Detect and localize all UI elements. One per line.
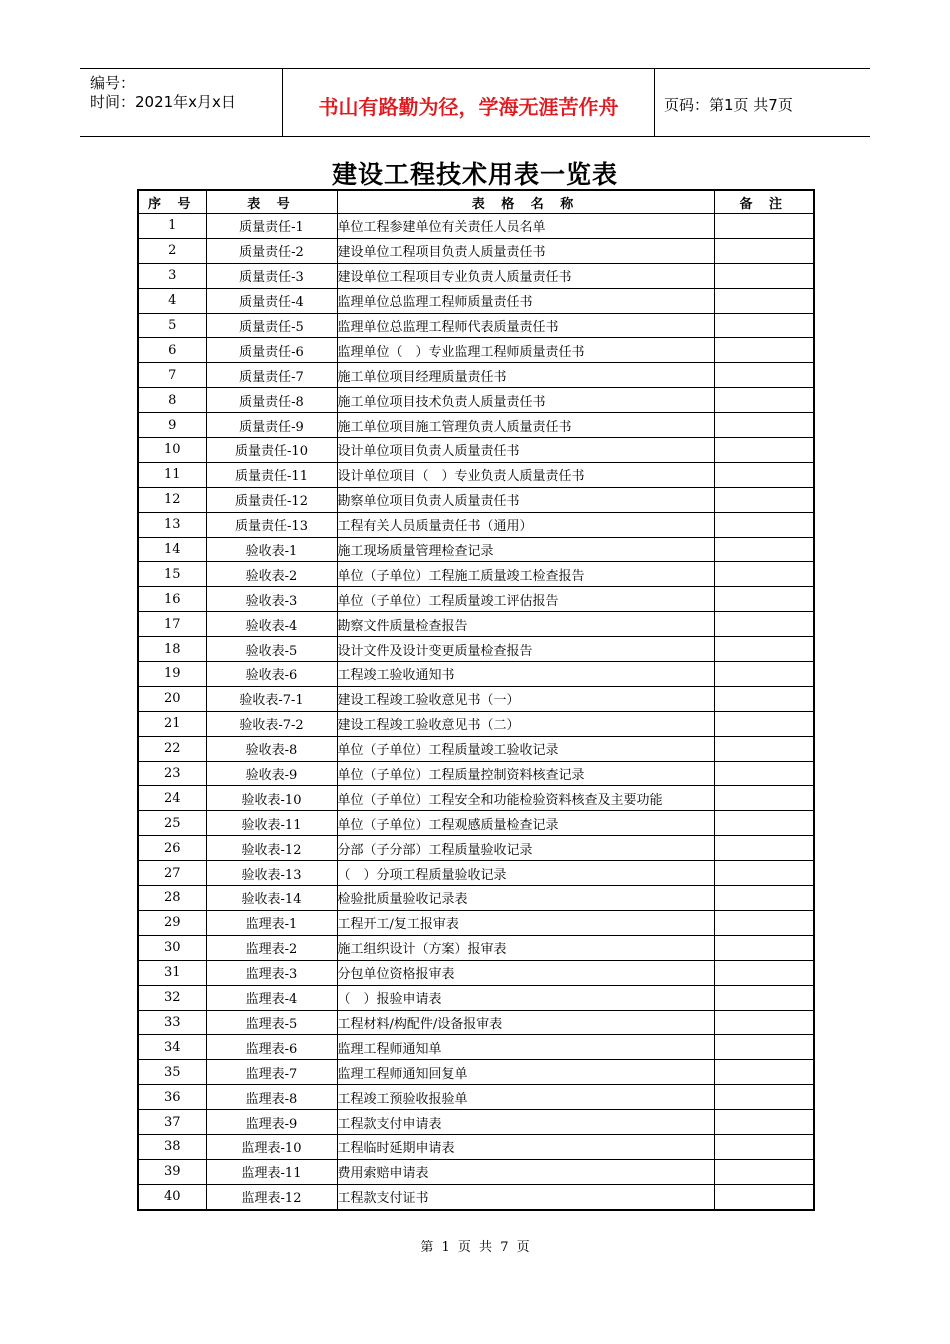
- table-row: [138, 811, 814, 836]
- row-form-code: 质量责任-5: [206, 313, 337, 338]
- row-note: [714, 1060, 814, 1085]
- row-number: 26: [138, 836, 206, 861]
- row-form-code: 验收表-12: [206, 836, 337, 861]
- row-form-name: 单位（子单位）工程质量竣工验收记录: [337, 736, 714, 761]
- table-row: [138, 214, 814, 239]
- row-note: [714, 686, 814, 711]
- table-row: [138, 1184, 814, 1209]
- row-note: [714, 537, 814, 562]
- row-note: [714, 960, 814, 985]
- row-form-name: 工程竣工验收通知书: [337, 662, 714, 687]
- row-number: 22: [138, 736, 206, 761]
- row-number: 5: [138, 313, 206, 338]
- row-form-name: 工程临时延期申请表: [337, 1134, 714, 1159]
- table-row: [138, 761, 814, 786]
- row-number: 29: [138, 910, 206, 935]
- row-number: 16: [138, 587, 206, 612]
- table-row: [138, 836, 814, 861]
- row-note: [714, 1085, 814, 1110]
- row-form-code: 监理表-8: [206, 1085, 337, 1110]
- row-note: [714, 338, 814, 363]
- row-number: 32: [138, 985, 206, 1010]
- table-row: [138, 363, 814, 388]
- row-form-name: 监理单位总监理工程师代表质量责任书: [337, 313, 714, 338]
- row-form-code: 监理表-10: [206, 1134, 337, 1159]
- column-header-name: 表 格 名 称: [337, 190, 714, 214]
- row-note: [714, 413, 814, 438]
- row-form-name: （ ）分项工程质量验收记录: [337, 861, 714, 886]
- row-note: [714, 1010, 814, 1035]
- row-form-code: 质量责任-4: [206, 288, 337, 313]
- row-form-code: 质量责任-11: [206, 462, 337, 487]
- row-number: 28: [138, 886, 206, 911]
- row-note: [714, 861, 814, 886]
- row-note: [714, 811, 814, 836]
- table-body: [138, 214, 814, 1210]
- row-form-name: 工程材料/构配件/设备报审表: [337, 1010, 714, 1035]
- row-number: 14: [138, 537, 206, 562]
- row-number: 40: [138, 1184, 206, 1209]
- table-row: [138, 736, 814, 761]
- document-code-label: 编号：: [90, 74, 136, 92]
- row-form-code: 验收表-11: [206, 811, 337, 836]
- table-row: [138, 562, 814, 587]
- row-number: 36: [138, 1085, 206, 1110]
- column-header-no: 序 号: [138, 190, 206, 214]
- row-form-name: 设计文件及设计变更质量检查报告: [337, 637, 714, 662]
- table-row: [138, 960, 814, 985]
- table-row: [138, 462, 814, 487]
- row-form-code: 质量责任-13: [206, 512, 337, 537]
- row-form-name: 建设工程竣工验收意见书（一）: [337, 686, 714, 711]
- row-form-name: 工程款支付申请表: [337, 1110, 714, 1135]
- row-number: 7: [138, 363, 206, 388]
- row-note: [714, 462, 814, 487]
- row-number: 34: [138, 1035, 206, 1060]
- table-row: [138, 711, 814, 736]
- row-form-code: 质量责任-7: [206, 363, 337, 388]
- table-row: [138, 910, 814, 935]
- table-row: [138, 1060, 814, 1085]
- row-number: 12: [138, 487, 206, 512]
- row-form-code: 验收表-5: [206, 637, 337, 662]
- table-row: [138, 1085, 814, 1110]
- header-motto-cell: [282, 69, 655, 136]
- row-number: 2: [138, 238, 206, 263]
- row-number: 25: [138, 811, 206, 836]
- row-note: [714, 238, 814, 263]
- row-number: 21: [138, 711, 206, 736]
- row-number: 8: [138, 388, 206, 413]
- row-form-code: 验收表-13: [206, 861, 337, 886]
- page-title: 建设工程技术用表一览表: [331, 160, 618, 189]
- row-form-name: 监理工程师通知单: [337, 1035, 714, 1060]
- row-number: 30: [138, 935, 206, 960]
- row-form-code: 验收表-7-1: [206, 686, 337, 711]
- row-number: 39: [138, 1159, 206, 1184]
- row-form-name: 建设单位工程项目负责人质量责任书: [337, 238, 714, 263]
- row-form-code: 质量责任-9: [206, 413, 337, 438]
- row-form-name: 施工组织设计（方案）报审表: [337, 935, 714, 960]
- header-motto: 书山有路勤为径，学海无涯苦作舟: [318, 95, 619, 119]
- table-header-row: [138, 190, 814, 214]
- row-number: 17: [138, 612, 206, 637]
- row-number: 33: [138, 1010, 206, 1035]
- row-form-name: 设计单位项目负责人质量责任书: [337, 438, 714, 463]
- column-header-code: 表 号: [206, 190, 337, 214]
- row-note: [714, 761, 814, 786]
- table-row: [138, 238, 814, 263]
- row-form-code: 验收表-2: [206, 562, 337, 587]
- forms-table: [137, 189, 815, 1211]
- table-row: [138, 861, 814, 886]
- row-number: 31: [138, 960, 206, 985]
- row-form-name: 单位（子单位）工程观感质量检查记录: [337, 811, 714, 836]
- row-form-code: 质量责任-10: [206, 438, 337, 463]
- row-note: [714, 612, 814, 637]
- row-form-code: 监理表-12: [206, 1184, 337, 1209]
- row-number: 10: [138, 438, 206, 463]
- row-form-code: 监理表-7: [206, 1060, 337, 1085]
- row-form-name: 单位工程参建单位有关责任人员名单: [337, 214, 714, 239]
- row-note: [714, 263, 814, 288]
- row-form-name: 勘察文件质量检查报告: [337, 612, 714, 637]
- row-form-code: 监理表-1: [206, 910, 337, 935]
- row-form-name: 施工单位项目施工管理负责人质量责任书: [337, 413, 714, 438]
- row-form-name: 工程有关人员质量责任书（通用）: [337, 512, 714, 537]
- row-note: [714, 438, 814, 463]
- table-row: [138, 686, 814, 711]
- row-note: [714, 637, 814, 662]
- row-note: [714, 288, 814, 313]
- row-form-name: 费用索赔申请表: [337, 1159, 714, 1184]
- table-row: [138, 487, 814, 512]
- row-number: 37: [138, 1110, 206, 1135]
- table-row: [138, 1035, 814, 1060]
- row-form-code: 验收表-14: [206, 886, 337, 911]
- row-note: [714, 836, 814, 861]
- row-number: 6: [138, 338, 206, 363]
- row-form-name: 监理单位总监理工程师质量责任书: [337, 288, 714, 313]
- row-form-code: 监理表-9: [206, 1110, 337, 1135]
- header-left-cell: [80, 69, 282, 136]
- row-note: [714, 363, 814, 388]
- row-number: 3: [138, 263, 206, 288]
- row-note: [714, 711, 814, 736]
- row-form-name: 分包单位资格报审表: [337, 960, 714, 985]
- row-number: 24: [138, 786, 206, 811]
- table-row: [138, 438, 814, 463]
- row-note: [714, 1035, 814, 1060]
- row-form-name: 监理工程师通知回复单: [337, 1060, 714, 1085]
- row-form-code: 监理表-6: [206, 1035, 337, 1060]
- row-number: 35: [138, 1060, 206, 1085]
- row-note: [714, 935, 814, 960]
- row-note: [714, 1184, 814, 1209]
- row-form-code: 验收表-1: [206, 537, 337, 562]
- row-form-name: 单位（子单位）工程质量竣工评估报告: [337, 587, 714, 612]
- row-form-name: 勘察单位项目负责人质量责任书: [337, 487, 714, 512]
- row-form-code: 质量责任-1: [206, 214, 337, 239]
- row-number: 11: [138, 462, 206, 487]
- row-form-name: 单位（子单位）工程安全和功能检验资料核查及主要功能: [337, 786, 714, 811]
- row-form-code: 验收表-10: [206, 786, 337, 811]
- table-row: [138, 388, 814, 413]
- row-form-name: （ ）报验申请表: [337, 985, 714, 1010]
- row-number: 27: [138, 861, 206, 886]
- row-form-code: 质量责任-6: [206, 338, 337, 363]
- row-number: 38: [138, 1134, 206, 1159]
- table-row: [138, 612, 814, 637]
- row-number: 9: [138, 413, 206, 438]
- row-note: [714, 512, 814, 537]
- row-note: [714, 313, 814, 338]
- row-note: [714, 388, 814, 413]
- row-number: 20: [138, 686, 206, 711]
- row-note: [714, 736, 814, 761]
- table-row: [138, 662, 814, 687]
- table-row: [138, 637, 814, 662]
- row-form-name: 设计单位项目（ ）专业负责人质量责任书: [337, 462, 714, 487]
- row-form-code: 监理表-5: [206, 1010, 337, 1035]
- row-form-name: 工程开工/复工报审表: [337, 910, 714, 935]
- row-number: 19: [138, 662, 206, 687]
- row-form-code: 验收表-6: [206, 662, 337, 687]
- row-number: 23: [138, 761, 206, 786]
- table-row: [138, 886, 814, 911]
- table-row: [138, 1010, 814, 1035]
- row-form-name: 施工现场质量管理检查记录: [337, 537, 714, 562]
- table-row: [138, 587, 814, 612]
- row-number: 18: [138, 637, 206, 662]
- header-page-cell: [654, 69, 870, 136]
- row-form-name: 单位（子单位）工程施工质量竣工检查报告: [337, 562, 714, 587]
- row-form-code: 验收表-8: [206, 736, 337, 761]
- table-row: [138, 512, 814, 537]
- row-number: 4: [138, 288, 206, 313]
- row-form-code: 验收表-4: [206, 612, 337, 637]
- row-form-code: 监理表-2: [206, 935, 337, 960]
- table-row: [138, 935, 814, 960]
- table-row: [138, 1134, 814, 1159]
- row-form-code: 验收表-9: [206, 761, 337, 786]
- table-row: [138, 313, 814, 338]
- row-form-name: 施工单位项目经理质量责任书: [337, 363, 714, 388]
- row-form-name: 监理单位（ ）专业监理工程师质量责任书: [337, 338, 714, 363]
- row-note: [714, 1110, 814, 1135]
- page-footer: 第 1 页 共 7 页: [420, 1240, 530, 1255]
- document-time-label: 时间：2021年x月x日: [90, 93, 236, 111]
- row-number: 13: [138, 512, 206, 537]
- row-form-name: 检验批质量验收记录表: [337, 886, 714, 911]
- table-row: [138, 413, 814, 438]
- row-form-code: 质量责任-2: [206, 238, 337, 263]
- row-note: [714, 786, 814, 811]
- document-header: [80, 68, 870, 137]
- row-note: [714, 985, 814, 1010]
- row-note: [714, 214, 814, 239]
- row-note: [714, 910, 814, 935]
- table-row: [138, 537, 814, 562]
- row-form-name: 施工单位项目技术负责人质量责任书: [337, 388, 714, 413]
- table-row: [138, 985, 814, 1010]
- row-form-name: 建设工程竣工验收意见书（二）: [337, 711, 714, 736]
- row-note: [714, 587, 814, 612]
- row-note: [714, 1134, 814, 1159]
- row-form-name: 建设单位工程项目专业负责人质量责任书: [337, 263, 714, 288]
- row-note: [714, 487, 814, 512]
- row-number: 1: [138, 214, 206, 239]
- table-row: [138, 338, 814, 363]
- row-note: [714, 886, 814, 911]
- table-row: [138, 1110, 814, 1135]
- row-form-name: 工程款支付证书: [337, 1184, 714, 1209]
- row-form-code: 监理表-3: [206, 960, 337, 985]
- row-form-code: 验收表-3: [206, 587, 337, 612]
- table-row: [138, 263, 814, 288]
- table-row: [138, 1159, 814, 1184]
- table-row: [138, 288, 814, 313]
- table-row: [138, 786, 814, 811]
- row-note: [714, 562, 814, 587]
- row-note: [714, 1159, 814, 1184]
- row-form-code: 验收表-7-2: [206, 711, 337, 736]
- row-note: [714, 662, 814, 687]
- row-form-code: 质量责任-12: [206, 487, 337, 512]
- row-form-code: 监理表-4: [206, 985, 337, 1010]
- row-number: 15: [138, 562, 206, 587]
- row-form-code: 质量责任-3: [206, 263, 337, 288]
- column-header-note: 备 注: [714, 190, 814, 214]
- row-form-name: 分部（子分部）工程质量验收记录: [337, 836, 714, 861]
- row-form-name: 单位（子单位）工程质量控制资料核查记录: [337, 761, 714, 786]
- row-form-code: 监理表-11: [206, 1159, 337, 1184]
- row-form-code: 质量责任-8: [206, 388, 337, 413]
- header-page-info: 页码：第1页 共7页: [664, 96, 793, 114]
- row-form-name: 工程竣工预验收报验单: [337, 1085, 714, 1110]
